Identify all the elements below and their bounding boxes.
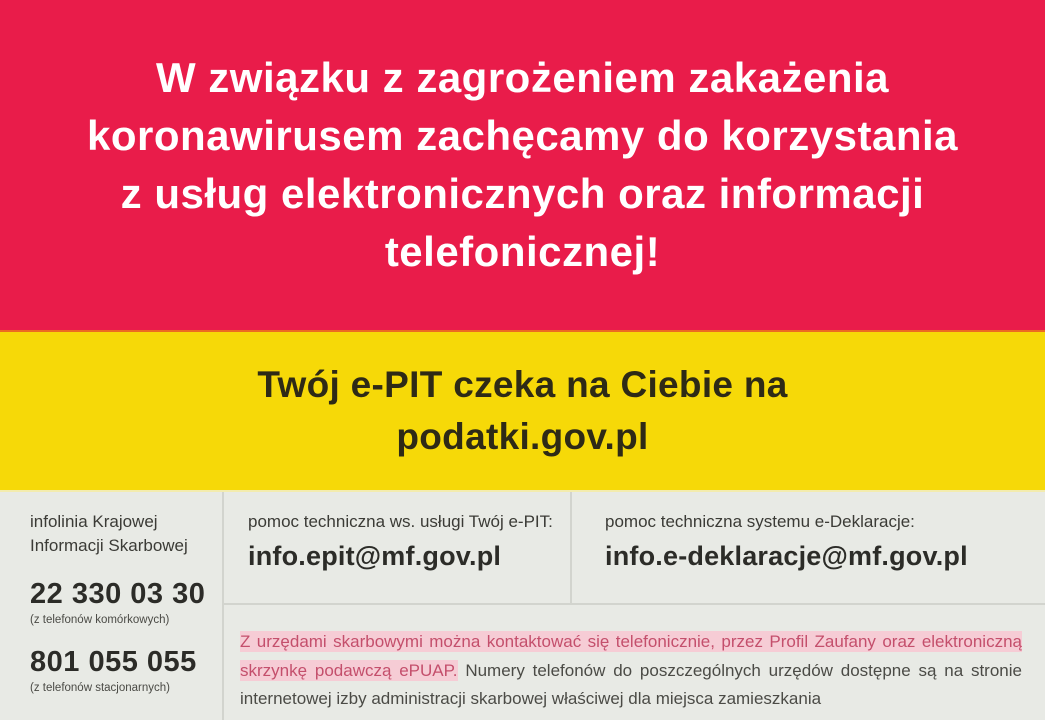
footer-contact-section	[0, 492, 1045, 720]
contact-notice-rest: Numery telefonów do poszczególnych urzędów dostępne są na stronie internetowej izby administracji skarbowej właściwej dla miejsca zamieszkania	[240, 660, 1022, 708]
contact-notice-highlight: Z urzędami skarbowymi można kontaktować się telefonicznie, przez Profil Zaufany oraz elektroniczną skrzynkę podawczą ePUAP.	[240, 632, 1022, 680]
epit-banner-line: podatki.gov.pl	[396, 416, 649, 457]
alert-banner-line: telefonicznej!	[384, 228, 661, 275]
alert-banner-line: W związku z zagrożeniem zakażenia	[155, 54, 890, 101]
coronavirus-alert-banner	[0, 0, 1045, 330]
phone-mobile-note: (z telefonów komórkowych)	[30, 614, 170, 626]
epit-banner	[0, 332, 1045, 490]
edeklaracje-support-section	[605, 512, 968, 572]
vertical-divider	[570, 492, 572, 603]
phone-landline-note: (z telefonów stacjonarnych)	[30, 682, 170, 694]
infoline-title: infolinia Krajowej Informacji Skarbowej	[30, 512, 188, 555]
epit-support-section	[248, 512, 553, 572]
alert-banner-line: z usług elektronicznych oraz informacji	[120, 170, 925, 217]
epit-support-label: pomoc techniczna ws. usługi Twój e-PIT:	[248, 512, 553, 531]
edeklaracje-support-email: info.e-deklaracje@mf.gov.pl	[605, 541, 968, 571]
epit-support-email: info.epit@mf.gov.pl	[248, 541, 502, 571]
phone-mobile-number: 22 330 03 30	[30, 578, 206, 610]
infoline-section	[30, 510, 215, 694]
contact-notice	[240, 628, 1022, 714]
phone-landline-number: 801 055 055	[30, 646, 197, 678]
horizontal-divider	[224, 603, 1045, 605]
vertical-divider	[222, 492, 224, 720]
alert-banner-line: koronawirusem zachęcamy do korzystania	[87, 112, 958, 159]
epit-banner-line: Twój e-PIT czeka na Ciebie na	[257, 364, 788, 405]
edeklaracje-support-label: pomoc techniczna systemu e-Deklaracje:	[605, 512, 915, 531]
